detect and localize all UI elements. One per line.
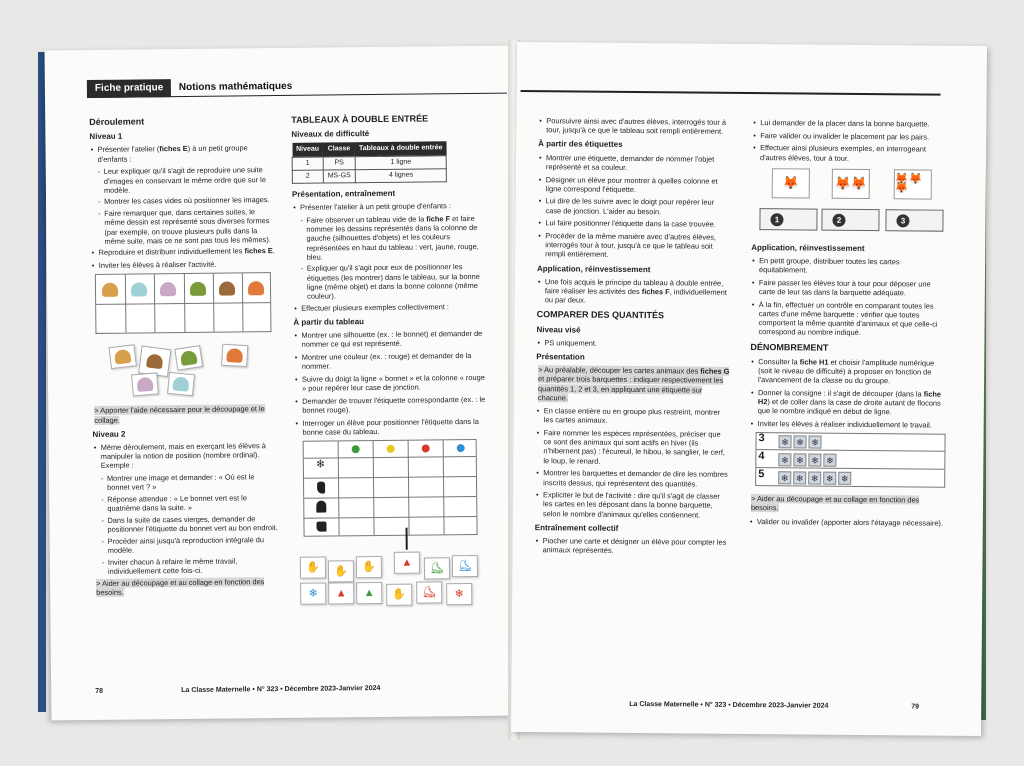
section-tableaux: TABLEAUX À DOUBLE ENTRÉE	[291, 113, 429, 125]
sequence-grid	[95, 272, 272, 334]
list-item: - Procéder ainsi jusqu'à reproduction intégrale du modèle.	[94, 535, 280, 555]
list-item: • Reproduire et distribuer individuellement les fiches E.	[91, 246, 277, 257]
note: > Apporter l'aide nécessaire pour le découpage et le collage.	[94, 404, 265, 425]
list-item: • En classe entière ou en groupe plus restreint, montrer les cartes animaux.	[536, 406, 730, 426]
list-item: • Présenter l'atelier (fiches E) à un petit groupe d'enfants :	[90, 143, 276, 163]
list-item: • Suivre du doigt la ligne « bonnet » et la colonne « rouge » pour repérer leur case de jonction.	[294, 373, 490, 393]
double-entry-illustration	[295, 439, 493, 609]
heading-a-partir-tableau: À partir du tableau	[293, 317, 365, 327]
tab-notions: Notions mathématiques	[178, 80, 293, 94]
hat-card	[131, 373, 159, 397]
snowflake-count-illustration	[749, 432, 945, 492]
label-card: ▲	[356, 582, 382, 604]
red-dot-icon	[422, 445, 430, 453]
list-item: • Faire nommer les espèces représentées, préciser que ce sont des animaux qui sont actifs en hiver (ils n'hibernent pas) : l'écureuil, le hibou, le sanglier, le cerf, le loup, le renard.	[535, 428, 729, 467]
hat-icon	[136, 377, 153, 392]
heading-presentation: Présentation, entraînement	[291, 188, 396, 199]
section-deroulement: Déroulement	[89, 116, 145, 127]
list-item: • Piocher une carte et désigner un élève pour compter les animaux représentés.	[535, 536, 729, 556]
row-number: 3	[758, 432, 765, 445]
table-cell: MS-GS	[323, 170, 355, 184]
page-header-rule	[521, 90, 941, 96]
hat-icon	[131, 283, 147, 297]
list-item: - Faire remarquer que, dans certaines suites, le même dessin est représenté sous diverses formes (par exemple, on trouve plusieurs pulls dans la même suite, mais ce ne sont pas tous les mêmes).	[90, 207, 276, 246]
row-number: 4	[758, 450, 765, 463]
hat-icon	[248, 282, 264, 296]
hat-icon	[180, 350, 198, 366]
list-item: • PS uniquement.	[536, 338, 730, 349]
left-column-2	[291, 108, 492, 609]
list-item: • Procéder de la même manière avec d'autres élèves, interrogés tour à tour, jusqu'à ce que le tableau soit rempli entièrement.	[537, 231, 731, 260]
table-cell: PS	[323, 156, 355, 170]
double-entry-grid	[303, 439, 478, 537]
list-item: • Effectuer ainsi plusieurs exemples, en interrogeant d'autres élèves, tour à tour.	[752, 143, 948, 163]
animal-cards-illustration	[751, 168, 948, 240]
list-item: - Montrer une image et demander : « Où est le bonnet vert ? »	[93, 472, 279, 492]
snowflake-icon: ❄	[793, 472, 806, 485]
heading-application-2: Application, réinvestissement	[751, 242, 865, 253]
barquette	[821, 208, 879, 231]
hat-card	[221, 344, 248, 368]
footer-text-left: La Classe Maternelle • N° 323 • Décembre 2023-Janvier 2024	[181, 684, 381, 695]
page-header	[87, 76, 507, 98]
hat-card	[174, 345, 203, 371]
snowflake-icon: ❄	[838, 472, 851, 485]
list-item: • Montrer une couleur (ex. : rouge) et demander de la nommer.	[294, 351, 490, 371]
label-card: ▲	[394, 552, 420, 574]
snowflake-icon: ❄	[778, 454, 791, 467]
row-number: 5	[758, 468, 765, 481]
tab-fiche-pratique: Fiche pratique	[87, 79, 172, 98]
snowflake-icon: ❄	[808, 436, 821, 449]
hat-card	[109, 345, 137, 370]
heading-niveau1: Niveau 1	[89, 131, 123, 142]
list-item: • Poursuivre ainsi avec d'autres élèves, interrogés tour à tour, jusqu'à ce que le tableau soit rempli entièrement.	[538, 116, 732, 136]
right-column-2	[749, 118, 949, 531]
snowflake-icon: ❄	[778, 472, 791, 485]
note: > Aider au découpage et au collage en fonction des besoins.	[750, 494, 920, 513]
difficulty-table	[291, 142, 447, 184]
left-column-1	[89, 110, 280, 601]
fox-card: 🦊	[772, 168, 810, 198]
heading-a-partir-etiquettes: À partir des étiquettes	[538, 139, 623, 150]
list-item: - Inviter chacun à refaire le même travail, individuellement cette fois-ci.	[94, 556, 280, 576]
list-item: • Désigner un élève pour montrer à quelles colonne et ligne correspond l'étiquette.	[538, 175, 732, 195]
hat-card	[167, 372, 195, 396]
label-card: ▲	[328, 582, 354, 604]
list-item: • Lui dire de les suivre avec le doigt pour repérer leur case de jonction. L'aider au besoin.	[538, 197, 732, 217]
list-item: • À la fin, effectuer un contrôle en comparant toutes les cartes d'une même barquette : vérifier que toutes comportent la même quantité d'animaux et que celle-ci correspond au nombre indiqué.	[750, 300, 946, 339]
snowflake-icon: ❄	[823, 454, 836, 467]
list-item: • Une fois acquis le principe du tableau à double entrée, faire réaliser les activités des fiches F, individuellement ou par deux.	[537, 277, 731, 306]
hat-icon	[226, 348, 243, 363]
table-cell: 1 ligne	[355, 155, 447, 169]
list-item: • Donner la consigne : il s'agit de découper (dans la fiche H2) et de coller dans la case de droite autant de flocons que le nombre indiqué en début de ligne.	[750, 388, 946, 417]
blue-dot-icon	[457, 444, 465, 452]
list-item: - Leur expliquer qu'il s'agit de reproduire une suite d'images en conservant le même ordre que sur le modèle.	[90, 165, 276, 195]
snowflake-icon: ❄	[823, 472, 836, 485]
list-item: • Consulter la fiche H1 et choisir l'amplitude numérique (soit le niveau de difficulté) à proposer en fonction de l'avancement de la classe ou du groupe.	[750, 357, 946, 386]
number-badge: 1	[770, 213, 783, 226]
green-dot-icon	[352, 445, 360, 453]
number-badge: 3	[896, 214, 909, 227]
hat-icon	[102, 283, 118, 297]
table-cell: 1	[292, 157, 323, 171]
list-item: - Faire observer un tableau vide de la fiche F et faire nommer les dessins représentés dans la colonne de gauche (silhouettes d'objets) et les couleurs représentées en haut du tableau : vert, jaune, rouge, bleu.	[292, 214, 488, 262]
hat-silhouette-icon	[316, 501, 326, 513]
list-item: • Valider ou invalider (apporter alors l'étayage nécessaire).	[749, 517, 945, 528]
section-comparer: COMPARER DES QUANTITÉS	[536, 309, 665, 321]
table-cell: 4 lignes	[355, 169, 447, 183]
list-item: - Réponse attendue : « Le bonnet vert est le quatrième dans la suite. »	[93, 493, 279, 513]
hat-icon	[114, 349, 132, 365]
list-item: - Montrer les cases vides où positionner les images.	[90, 195, 276, 206]
page-number-left: 78	[95, 687, 104, 695]
heading-niveau2: Niveau 2	[92, 429, 126, 439]
fox-card: 🦊🦊🦊	[894, 169, 932, 199]
fox-card: 🦊🦊	[832, 169, 870, 199]
barquette	[885, 209, 943, 232]
list-item: • Effectuer plusieurs exemples collectivement :	[293, 302, 489, 313]
list-item: • Expliciter le but de l'activité : dire qu'il s'agit de classer les cartes en les déposant dans la bonne barquette, selon le nombre d'animaux qu'elles contiennent.	[535, 490, 729, 519]
list-item: • Montrer une silhouette (ex. : le bonnet) et demander de nommer ce qui est représenté.	[293, 329, 489, 349]
label-card: ✋	[356, 556, 382, 578]
label-card: ⛸	[452, 555, 478, 577]
yellow-dot-icon	[387, 445, 395, 453]
section-denombrement: DÉNOMBREMENT	[750, 341, 829, 353]
label-card: ❄	[300, 583, 326, 605]
right-page	[511, 42, 987, 736]
arrow	[406, 528, 408, 550]
list-item: • Interroger un élève pour positionner l'étiquette dans la bonne case du tableau.	[294, 417, 490, 437]
list-item: • Montrer une étiquette, demander de nommer l'objet représenté et sa couleur.	[538, 153, 732, 173]
label-card: ⛸	[424, 557, 450, 579]
snowflake-icon: ❄	[808, 454, 821, 467]
right-column-1	[535, 116, 733, 560]
bear-hat-icon	[146, 354, 164, 370]
page-number-right: 79	[911, 703, 920, 711]
bear-hat-icon	[219, 282, 235, 296]
list-item: • Faire valider ou invalider le placement par les pairs.	[752, 131, 948, 142]
snowflake-icon: ❄	[778, 436, 791, 449]
hat-icon	[160, 282, 176, 296]
list-item: - Dans la suite de cases vierges, demander de positionner l'étiquette du bonnet vert au bon endroit.	[93, 514, 279, 534]
list-item: • Lui demander de la placer dans la bonne barquette.	[752, 118, 948, 129]
heading-niveau-vise: Niveau visé	[536, 324, 581, 335]
table-header: Classe	[323, 143, 355, 157]
list-item: - Expliquer qu'il s'agit pour eux de positionner les étiquettes (les montrer) dans le tableau, sur la bonne ligne (même objet) et dans la bonne colonne (même couleur).	[293, 262, 489, 301]
hat-icon	[172, 377, 189, 392]
table-header: Niveau	[292, 143, 323, 157]
snowflake-icon: ❄	[793, 454, 806, 467]
flake-row	[756, 433, 944, 452]
label-card: ✋	[300, 557, 326, 579]
flake-row	[756, 469, 944, 488]
table-cell: 2	[292, 170, 323, 184]
heading-niveaux-difficulte: Niveaux de difficulté	[291, 129, 370, 140]
list-item: • Même déroulement, mais en exerçant les élèves à manipuler la notion de position (nombre ordinal). Exemple :	[93, 441, 279, 471]
list-item: • Faire passer les élèves tour à tour pour déposer une carte de leur tas dans la barquette adéquate.	[751, 278, 947, 298]
list-item: • Lui faire positionner l'étiquette dans la case trouvée.	[537, 218, 731, 229]
snowflake-icon: ❄	[793, 436, 806, 449]
list-item: • Inviter les élèves à réaliser l'activité.	[91, 259, 277, 270]
number-badge: 2	[832, 214, 845, 227]
mitten-icon	[317, 482, 325, 494]
heading-entrainement: Entraînement collectif	[534, 522, 619, 533]
list-item: • Montrer les barquettes et demander de dire les nombres inscrits dessus, qui représentent des quantités.	[535, 468, 729, 488]
list-item: • Présenter l'atelier à un petit groupe d'enfants :	[292, 201, 488, 212]
footer-text-right: La Classe Maternelle • N° 323 • Décembre 2023-Janvier 2024	[629, 700, 829, 710]
note: > Aider au découpage et au collage en fonction des besoins.	[96, 576, 265, 597]
label-card: ✋	[386, 584, 412, 606]
table-row	[292, 169, 447, 184]
flake-row	[756, 451, 944, 470]
barquette	[759, 208, 817, 231]
label-card: ⛸	[416, 582, 442, 604]
skate-icon	[316, 522, 326, 532]
hat-icon	[190, 282, 206, 296]
table-header: Tableaux à double entrée	[355, 142, 447, 157]
left-page	[45, 46, 518, 721]
note: > Au préalable, découper les cartes animaux des fiches G et préparer trois barquettes : indiquer respectivement les quantités 1, 2 et 3, en appliquant une étiquette sur chacune.	[537, 365, 730, 403]
heading-presentation: Présentation	[536, 352, 585, 362]
list-item: • Inviter les élèves à réaliser individuellement le travail.	[750, 419, 946, 430]
flake-grid	[755, 432, 945, 488]
label-card: ✋	[328, 560, 354, 582]
hat-sequence-illustration	[91, 272, 278, 400]
list-item: • En petit groupe, distribuer toutes les cartes équitablement.	[751, 256, 947, 276]
snowflake-icon: ❄	[808, 472, 821, 485]
snowflake-icon: ❄	[315, 458, 326, 471]
list-item: • Demander de trouver l'étiquette correspondante (ex. : le bonnet rouge).	[294, 395, 490, 415]
label-card: ❄	[446, 583, 472, 605]
heading-application: Application, réinvestissement	[537, 263, 651, 274]
